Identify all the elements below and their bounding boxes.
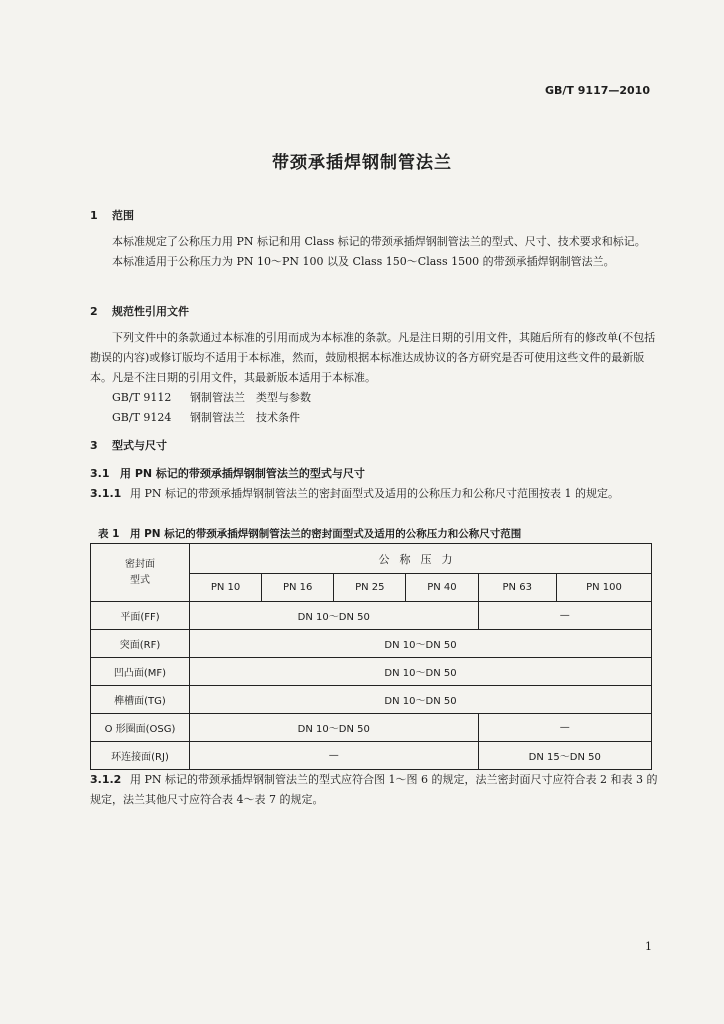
page-number: 1 [645,940,652,953]
document-title: 带颈承插焊钢制管法兰 [272,153,452,173]
face-type-cell: 平面(FF) [91,602,190,630]
section-heading: 3 型式与尺寸 [90,439,167,452]
range-cell: — [190,742,479,770]
clause-3-1-2: 3.1.2 用 PN 标记的带颈承插焊钢制管法兰的型式应符合图 1～图 6 的规定，法兰密封面尺寸应符合表 2 和表 3 的规定，法兰其他尺寸应符合表 4～表 7 的规定。 [90,773,658,806]
range-cell: DN 10～DN 50 [190,714,479,742]
reference-item: GB/T 9112 钢制管法兰 类型与参数 [112,391,311,404]
pn-column-header: PN 100 [557,574,652,602]
table-caption: 表 1 用 PN 标记的带颈承插焊钢制管法兰的密封面型式及适用的公称压力和公称尺寸范围 [98,528,522,540]
range-cell: DN 10～DN 50 [190,686,652,714]
range-cell: — [478,602,652,630]
pn-column-header: PN 10 [190,574,262,602]
pn-column-header: PN 40 [406,574,478,602]
paragraph: 本标准规定了公称压力用 PN 标记和用 Class 标记的带颈承插焊钢制管法兰的型式、尺寸、技术要求和标记。 [112,235,646,248]
table-row [91,658,652,686]
face-type-cell: 凹凸面(MF) [91,658,190,686]
standard-code: GB/T 9117—2010 [545,84,650,97]
table-row [91,630,652,658]
pn-column-header: PN 16 [262,574,334,602]
section-heading: 1 范围 [90,209,134,222]
range-cell: DN 10～DN 50 [190,602,479,630]
table-row [91,686,652,714]
pn-column-header: PN 63 [478,574,557,602]
pressure-range-table [90,543,652,770]
table-row [91,742,652,770]
section-normative-references [90,302,660,428]
range-cell: DN 15～DN 50 [478,742,652,770]
face-type-cell: 突面(RF) [91,630,190,658]
subsection-heading: 3.1 用 PN 标记的带颈承插焊钢制管法兰的型式与尺寸 [90,467,365,480]
clause-3-1-1: 3.1.1 用 PN 标记的带颈承插焊钢制管法兰的密封面型式及适用的公称压力和公称尺寸范围按表 1 的规定。 [90,487,620,500]
section-scope [90,206,660,272]
table-row [91,714,652,742]
paragraph: 下列文件中的条款通过本标准的引用而成为本标准的条款。凡是注日期的引用文件，其随后所有的修改单(不包括勘误的内容)或修订版均不适用于本标准，然而，鼓励根据本标准达成协议的各方研究是否可使用这些文件的最新版本。凡是不注日期的引用文件，其最新版本适用于本标准。 [90,331,656,384]
table-row [91,602,652,630]
paragraph: 本标准适用于公称压力为 PN 10～PN 100 以及 Class 150～Class 1500 的带颈承插焊钢制管法兰。 [112,255,615,268]
range-cell: — [478,714,652,742]
face-type-cell: 环连接面(RJ) [91,742,190,770]
section-heading: 2 规范性引用文件 [90,305,189,318]
face-type-cell: O 形圈面(OSG) [91,714,190,742]
pn-column-header: PN 25 [334,574,406,602]
reference-item: GB/T 9124 钢制管法兰 技术条件 [112,411,300,424]
range-cell: DN 10～DN 50 [190,658,652,686]
face-type-cell: 榫槽面(TG) [91,686,190,714]
range-cell: DN 10～DN 50 [190,630,652,658]
nominal-pressure-header: 公称压力 [190,544,652,574]
section-types-dimensions [90,436,660,504]
face-type-header: 密封面 型式 [91,544,190,602]
